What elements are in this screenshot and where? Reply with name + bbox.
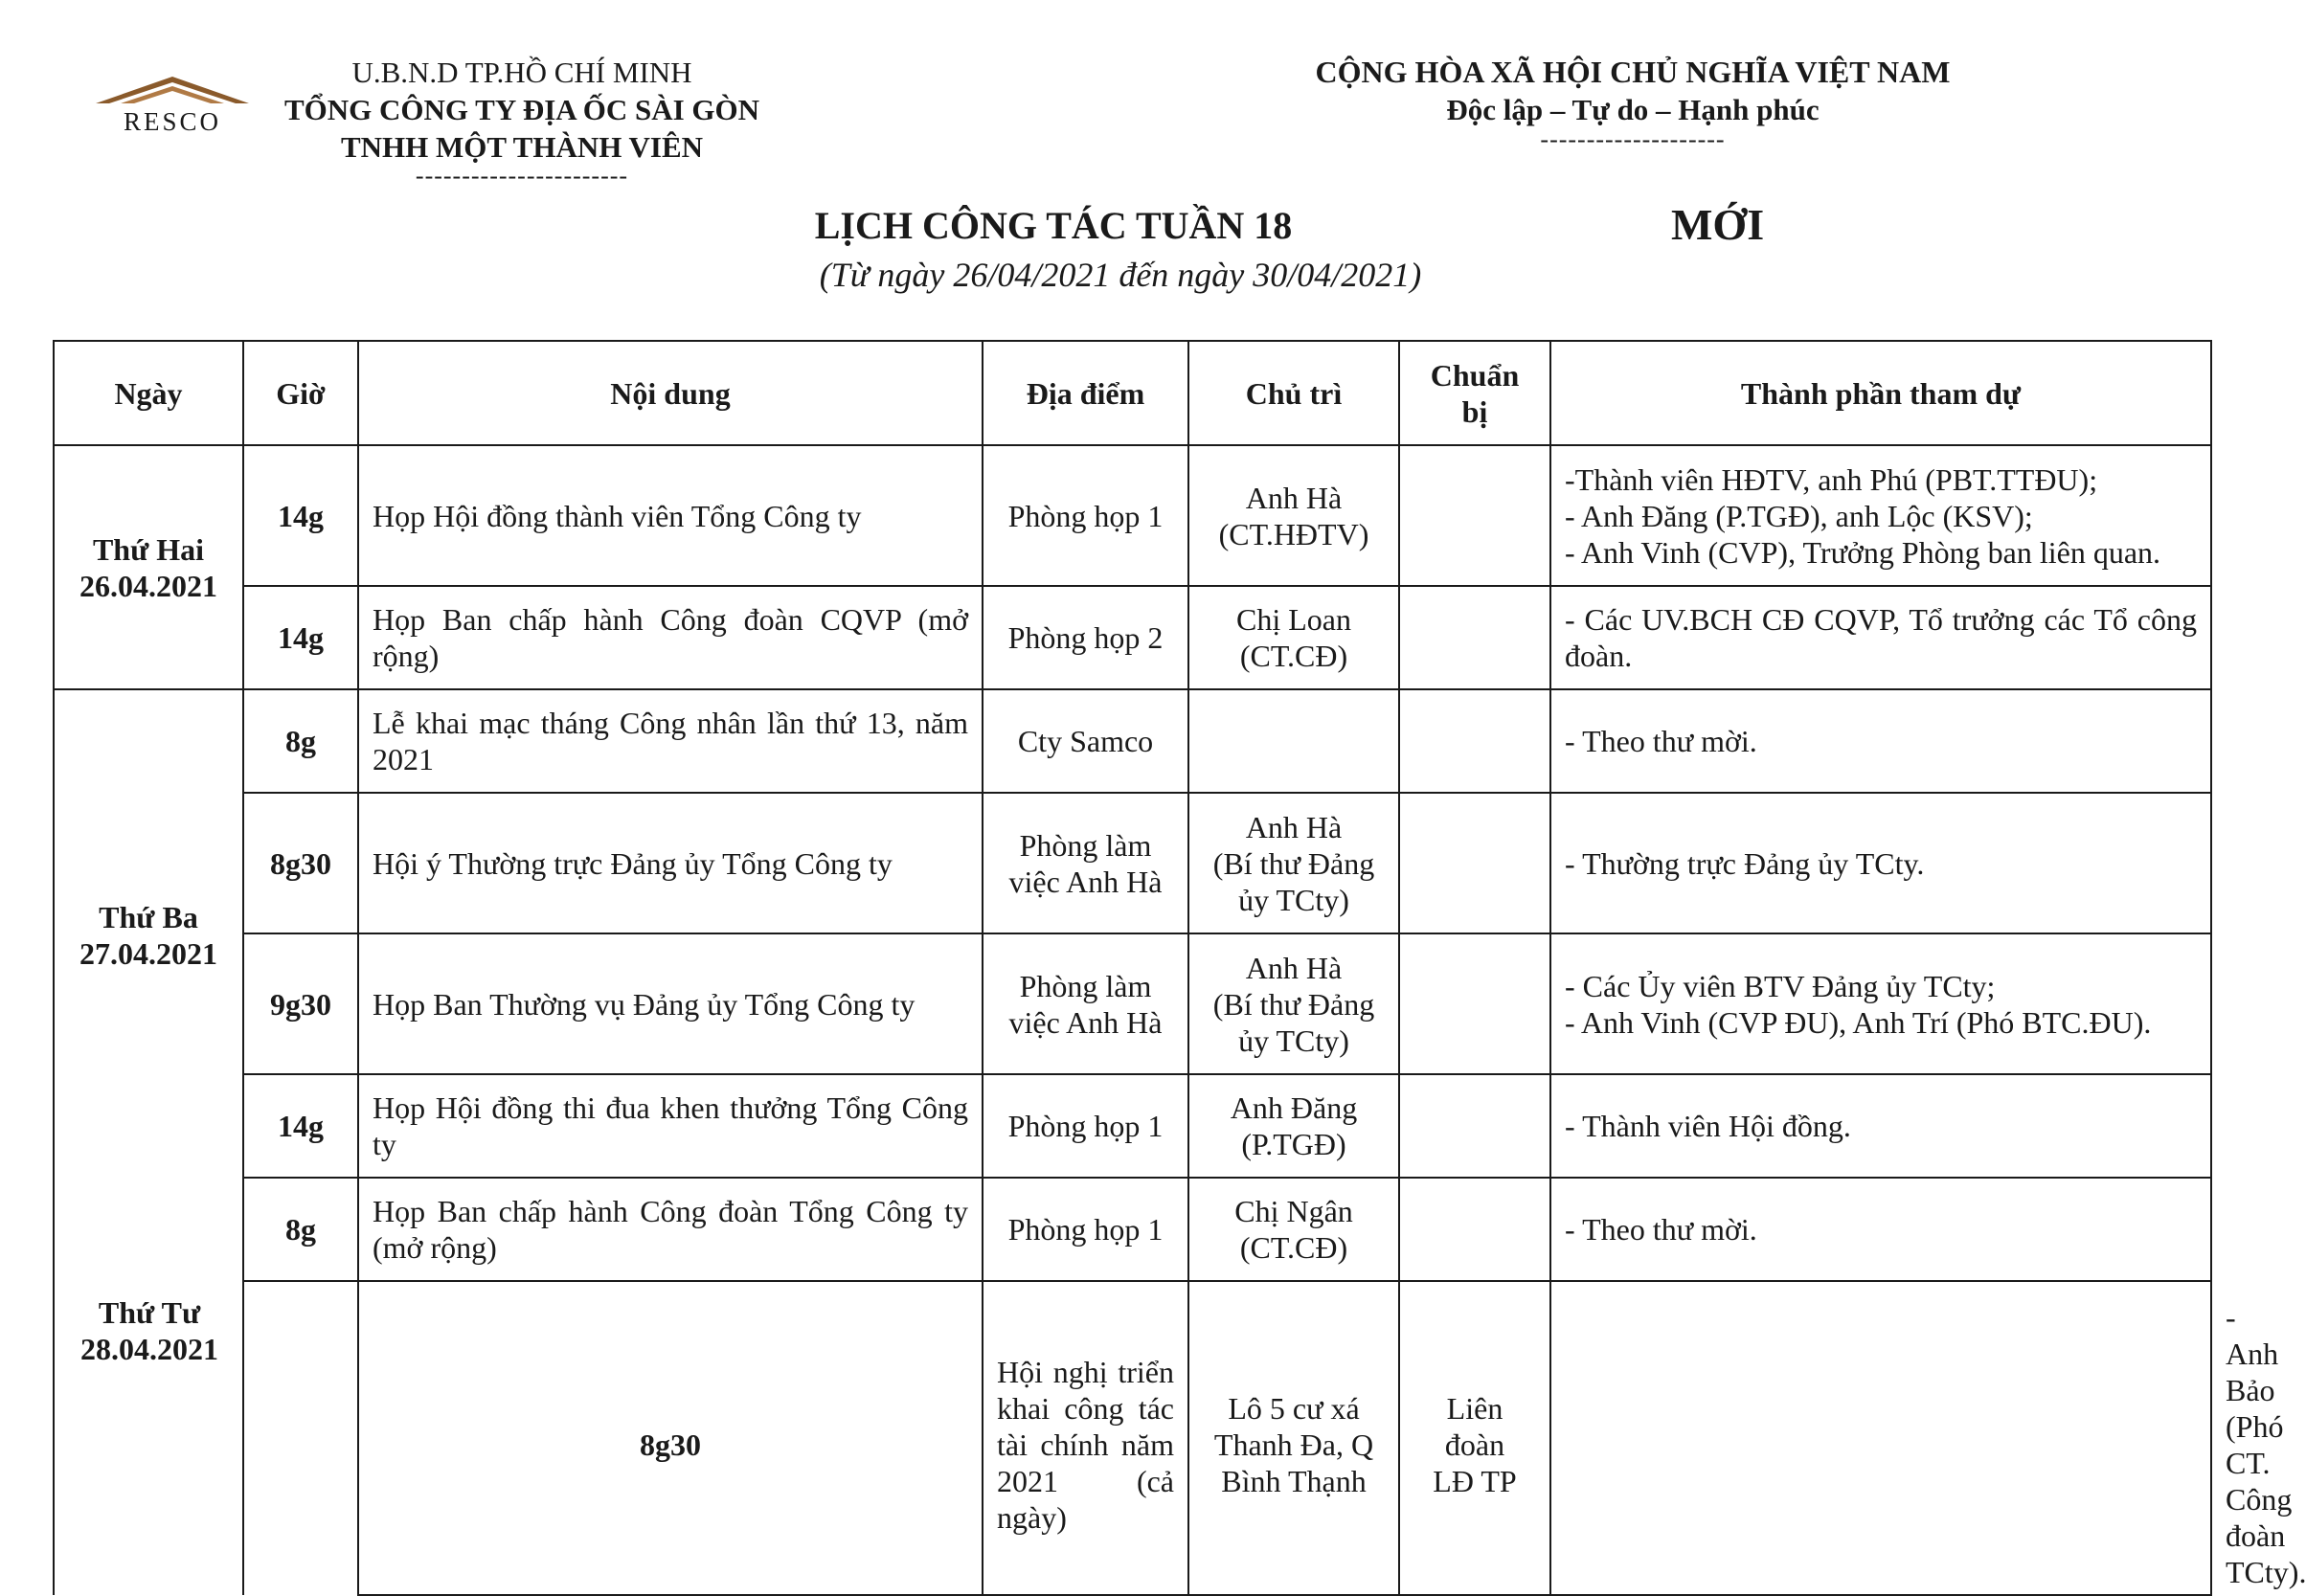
chair-role: (CT.CĐ): [1239, 1230, 1348, 1265]
place-cell: Cty Samco: [983, 689, 1188, 793]
chair-name: Liên đoàn: [1444, 1391, 1505, 1462]
place-cell: Phòng họp 1: [983, 1178, 1188, 1281]
table-row: [54, 689, 2211, 793]
chair-name: Chị Ngân: [1234, 1194, 1353, 1228]
time-cell: 8g: [243, 689, 358, 793]
time-cell: 8g: [243, 1178, 358, 1281]
place-cell: Phòng làm việc Anh Hà: [983, 793, 1188, 933]
attendees-cell: [1550, 933, 2211, 1074]
day-cell-wednesday: [55, 1294, 244, 1367]
attendee-line: -Thành viên HĐTV, anh Phú (PBT.TTĐU);: [1565, 461, 2098, 497]
nation-divider: --------------------: [1540, 125, 1726, 153]
chair-cell: [1188, 1178, 1399, 1281]
col-header-content: Nội dung: [358, 341, 983, 445]
attendees-cell: - Theo thư mời.: [1550, 689, 2211, 793]
organization-header: [249, 54, 795, 190]
content-cell: Họp Hội đồng thi đua khen thưởng Tổng Công ty: [358, 1074, 983, 1178]
day-date: 28.04.2021: [80, 1332, 218, 1366]
chair-cell: [1188, 933, 1399, 1074]
day-weekday: Thứ Ba: [99, 900, 198, 934]
day-weekday: Thứ Tư: [98, 1295, 201, 1330]
place-cell: Phòng họp 1: [983, 1074, 1188, 1178]
col-header-day: Ngày: [54, 341, 243, 445]
chair-cell: [1399, 1281, 1550, 1595]
nation-line-1: CỘNG HÒA XÃ HỘI CHỦ NGHĨA VIỆT NAM: [1315, 55, 1951, 89]
place-cell: Phòng họp 1: [983, 445, 1188, 586]
prep-cell: [1399, 586, 1550, 689]
chair-name: Anh Hà: [1245, 809, 1343, 844]
chair-role: (P.TGĐ): [1241, 1127, 1346, 1161]
date-range-subtitle: (Từ ngày 26/04/2021 đến ngày 30/04/2021): [819, 256, 1422, 294]
chair-cell: [1188, 689, 1399, 793]
schedule-table: [53, 340, 2306, 1596]
prep-cell: [1399, 1074, 1550, 1178]
prep-cell: [1399, 445, 1550, 586]
col-header-prep: Chuẩn bị: [1399, 341, 1550, 445]
chair-cell: [1188, 1074, 1399, 1178]
content-cell: Lễ khai mạc tháng Công nhân lần thứ 13, năm 2021: [358, 689, 983, 793]
table-row: [54, 1074, 2211, 1178]
time-cell: 8g30: [358, 1281, 983, 1595]
chair-cell: [1188, 793, 1399, 933]
col-header-place: Địa điểm: [983, 341, 1188, 445]
prep-cell: [1550, 1281, 2211, 1595]
new-badge: MỚI: [1671, 200, 1765, 249]
place-cell: Phòng làm việc Anh Hà: [983, 933, 1188, 1074]
place-cell: Phòng họp 2: [983, 586, 1188, 689]
logo-text: RESCO: [123, 107, 222, 136]
time-cell: 14g: [243, 586, 358, 689]
attendee-line: - Anh Đăng (P.TGĐ), anh Lộc (KSV);: [1565, 498, 2033, 533]
chair-role: (CT.CĐ): [1239, 639, 1348, 673]
table-row: 8g30 Hội nghị triển khai công tác tài chính năm 2021 (cả ngày) Lô 5 cư xá Thanh Đa, Q Bình Thạnh Liên đoàn LĐ TP - Anh Bảo (Phó CT. Công đoàn TCty).: [54, 1281, 2211, 1595]
chair-role: (CT.HĐTV): [1218, 516, 1369, 551]
chair-name: Anh Đăng: [1230, 1090, 1358, 1125]
time-cell: 14g: [243, 445, 358, 586]
page-title: LỊCH CÔNG TÁC TUẦN 18: [814, 204, 1293, 247]
day-cell-monday: [54, 445, 243, 689]
content-cell: Họp Ban Thường vụ Đảng ủy Tổng Công ty: [358, 933, 983, 1074]
prep-cell: [1399, 933, 1550, 1074]
day-weekday: Thứ Hai: [92, 531, 205, 567]
chair-cell: [1188, 445, 1399, 586]
chair-role: (Bí thư Đảng ủy TCty): [1212, 986, 1375, 1058]
national-header: [1274, 54, 1992, 151]
org-line-2: TỔNG CÔNG TY ĐỊA ỐC SÀI GÒN: [283, 93, 760, 126]
time-cell: 8g30: [243, 793, 358, 933]
chair-cell: [1188, 586, 1399, 689]
chair-name: Chị Loan: [1236, 602, 1351, 637]
chair-name: Anh Hà: [1245, 950, 1343, 985]
table-row: [54, 445, 2211, 586]
chair-role: (Bí thư Đảng ủy TCty): [1212, 845, 1375, 917]
nation-line-2: Độc lập – Tự do – Hạnh phúc: [1446, 93, 1820, 126]
attendee-line: - Anh Vinh (CVP ĐU), Anh Trí (Phó BTC.ĐU).: [1565, 1004, 2152, 1040]
attendees-cell: - Thành viên Hội đồng.: [1550, 1074, 2211, 1178]
prep-cell: [1399, 1178, 1550, 1281]
content-cell: Hội ý Thường trực Đảng ủy Tổng Công ty: [358, 793, 983, 933]
attendees-cell: [1550, 445, 2211, 586]
table-row: [54, 1178, 2211, 1281]
content-cell: Họp Ban chấp hành Công đoàn Tổng Công ty (mở rộng): [358, 1178, 983, 1281]
roof-logo-icon: [92, 73, 253, 111]
day-cell-spacer: [243, 1281, 358, 1595]
time-cell: 14g: [243, 1074, 358, 1178]
day-date: 26.04.2021: [79, 568, 217, 603]
content-cell: Họp Hội đồng thành viên Tổng Công ty: [358, 445, 983, 586]
col-header-time: Giờ: [243, 341, 358, 445]
attendee-line: - Các Ủy viên BTV Đảng ủy TCty;: [1565, 968, 1996, 1003]
time-cell: 9g30: [243, 933, 358, 1074]
chair-name: Anh Hà: [1245, 480, 1343, 515]
content-cell: Hội nghị triển khai công tác tài chính năm 2021 (cả ngày): [983, 1281, 1188, 1595]
attendee-line: - Anh Vinh (CVP), Trưởng Phòng ban liên quan.: [1565, 534, 2161, 570]
col-header-chair: Chủ trì: [1188, 341, 1399, 445]
attendees-cell: - Thường trực Đảng ủy TCty.: [1550, 793, 2211, 933]
col-header-attendees: Thành phần tham dự: [1550, 341, 2211, 445]
content-cell: Họp Ban chấp hành Công đoàn CQVP (mở rộng): [358, 586, 983, 689]
org-line-3: TNHH MỘT THÀNH VIÊN: [340, 130, 704, 164]
prep-cell: [1399, 689, 1550, 793]
day-date: 27.04.2021: [79, 936, 217, 971]
table-row: [54, 793, 2211, 933]
org-line-1: U.B.N.D TP.HỒ CHÍ MINH: [351, 56, 692, 89]
place-cell: Lô 5 cư xá Thanh Đa, Q Bình Thạnh: [1188, 1281, 1399, 1595]
resco-logo: [92, 73, 253, 136]
org-divider: -----------------------: [415, 162, 629, 190]
attendees-cell: - Theo thư mời.: [1550, 1178, 2211, 1281]
attendees-cell: - Các UV.BCH CĐ CQVP, Tổ trưởng các Tổ công đoàn.: [1550, 586, 2211, 689]
table-row: [54, 586, 2211, 689]
table-header-row: [54, 341, 2211, 445]
chair-role: LĐ TP: [1433, 1464, 1517, 1498]
day-cell-tuesday: [54, 689, 243, 1595]
prep-cell: [1399, 793, 1550, 933]
table-row: [54, 933, 2211, 1074]
